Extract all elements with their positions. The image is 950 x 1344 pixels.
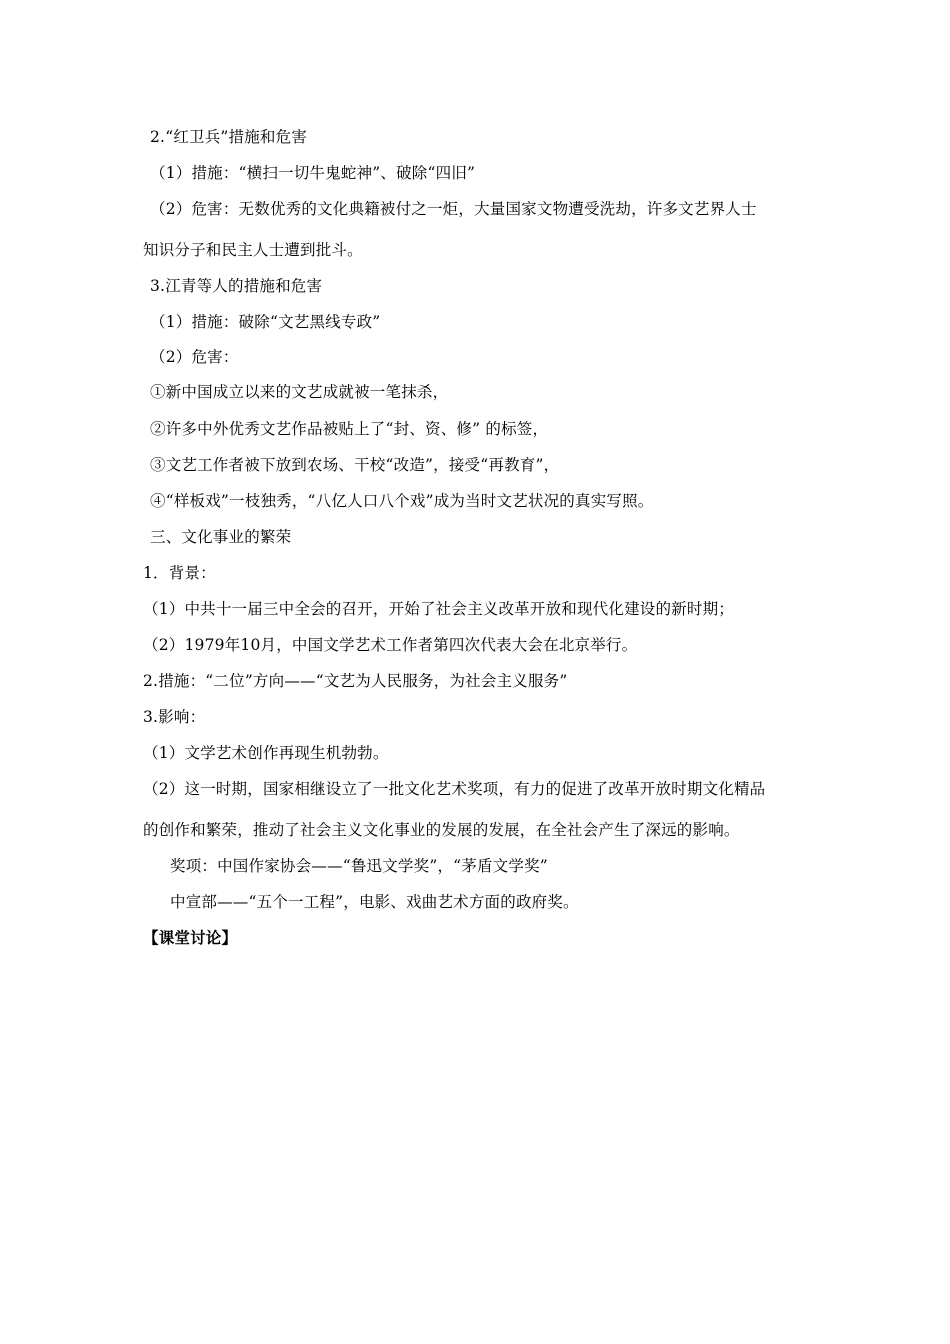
text-line-harm-item-1: ①新中国成立以来的文艺成就被一笔抹杀， [150,383,449,401]
text-line-red-guards-heading: 2.“红卫兵”措施和危害 [150,128,308,146]
text-line-harm-item-3: ③文艺工作者被下放到农场、干校“改造”，接受“再教育”， [150,456,560,474]
text-line-red-guards-harm: （2）危害：无数优秀的文化典籍被付之一炬，大量国家文物遭受洗劫，许多文艺界人士 [150,200,757,218]
text-line-red-guards-measures: （1）措施：“横扫一切牛鬼蛇神”、破除“四旧” [150,164,476,182]
text-line-impact-item-2-cont: 的创作和繁荣，推动了社会主义文化事业的发展的发展，在全社会产生了深远的影响。 [143,821,740,839]
text-line-harm-item-4: ④“样板戏”一枝独秀，“八亿人口八个戏”成为当时文艺状况的真实写照。 [150,492,654,510]
text-line-measures-direction: 2.措施：“二位”方向——“文艺为人民服务，为社会主义服务” [143,672,568,690]
text-line-jiang-qing-harm: （2）危害： [150,348,239,366]
text-line-impact-heading: 3.影响： [143,708,206,726]
text-line-jiang-qing-measures: （1）措施：破除“文艺黑线专政” [150,313,381,331]
text-line-background-item-1: （1）中共十一届三中全会的召开，开始了社会主义改革开放和现代化建设的新时期； [143,600,734,618]
text-line-background-item-2: （2）1979年10月，中国文学艺术工作者第四次代表大会在北京举行。 [143,636,638,654]
text-line-impact-item-2: （2）这一时期，国家相继设立了一批文化艺术奖项，有力的促进了改革开放时期文化精品 [143,780,766,798]
text-line-section-three-heading: 三、文化事业的繁荣 [150,528,292,546]
text-line-harm-item-2: ②许多中外优秀文艺作品被贴上了“封、资、修” 的标签， [150,420,549,438]
text-line-impact-item-1: （1）文学艺术创作再现生机勃勃。 [143,744,389,762]
text-line-jiang-qing-heading: 3.江青等人的措施和危害 [150,277,323,295]
text-line-class-discussion-heading: 【课堂讨论】 [143,928,238,947]
text-line-red-guards-harm-cont: 知识分子和民主人士遭到批斗。 [143,241,363,259]
text-line-awards-propaganda: 中宣部——“五个一工程”，电影、戏曲艺术方面的政府奖。 [170,893,579,911]
text-line-background-heading: 1．背景： [143,564,216,582]
text-line-awards-writers: 奖项：中国作家协会——“鲁迅文学奖”，“茅盾文学奖” [170,857,548,875]
